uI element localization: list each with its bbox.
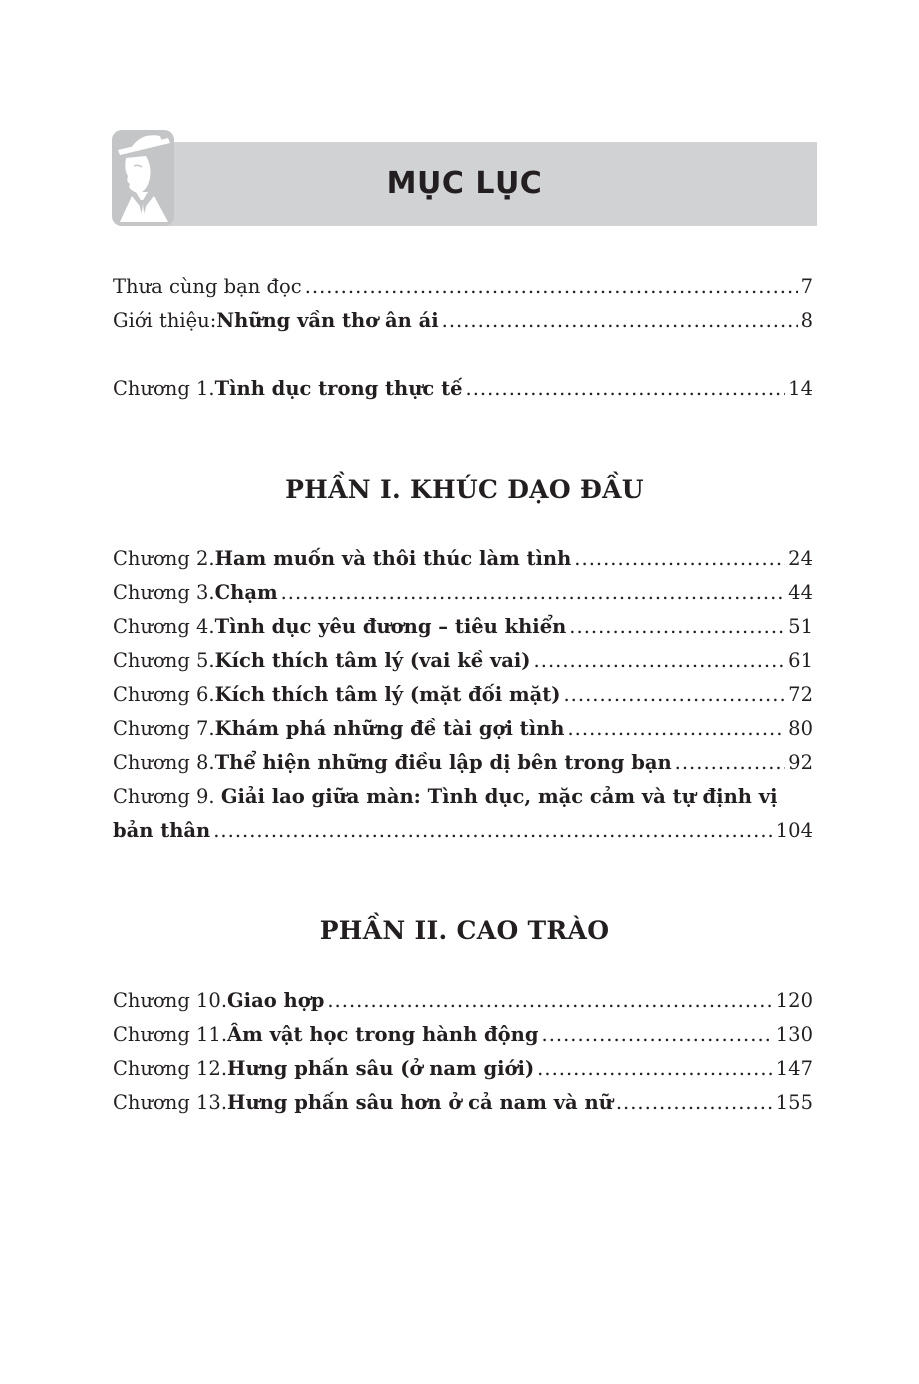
toc-entry-label: Chương 1.: [113, 377, 215, 400]
toc-entry-title: Tình dục trong thực tế: [214, 377, 463, 400]
title-banner: [112, 130, 817, 226]
toc-leader-dots: [305, 272, 798, 302]
page-title: MỤC LỤC: [386, 166, 543, 201]
toc-leader-dots: [534, 646, 786, 676]
toc-leader-dots: [281, 578, 786, 608]
toc-entry-label: Chương 3.: [113, 581, 215, 604]
toc-leader-dots: [675, 748, 786, 778]
toc-entry-label: Chương 6.: [113, 683, 215, 706]
toc-entry-chapter-4[interactable]: [113, 612, 813, 642]
toc-entry-label: Chương 9.: [113, 785, 221, 808]
toc-leader-dots: [542, 1020, 773, 1050]
toc-entry-label: Chương 5.: [113, 649, 215, 672]
toc-entry-label: Chương 7.: [113, 717, 215, 740]
toc-entry-label: Chương 8.: [113, 751, 215, 774]
toc-entry-preface[interactable]: [113, 272, 813, 302]
toc-entry-title: Kích thích tâm lý (vai kề vai): [214, 649, 531, 672]
toc-entry-title-continued: bản thân: [113, 819, 211, 842]
toc-entry-chapter-9[interactable]: [113, 782, 813, 812]
toc-entry-label: Chương 2.: [113, 547, 215, 570]
toc-entry-title: Giao hợp: [227, 989, 325, 1012]
toc-leader-dots: [327, 986, 772, 1016]
part-2-heading: PHẦN II. CAO TRÀO: [319, 916, 610, 945]
toc-entry-label: Giới thiệu:: [113, 309, 217, 332]
toc-entry-title: Giải lao giữa màn: Tình dục, mặc cảm và tự định vị: [220, 785, 778, 808]
toc-page-number: 80: [788, 717, 813, 740]
toc-page-number: 24: [788, 547, 813, 570]
toc-entry-chapter-11[interactable]: [113, 1020, 813, 1050]
toc-entry-chapter-3[interactable]: [113, 578, 813, 608]
toc-entry-title: Những vần thơ ân ái: [216, 309, 439, 332]
toc-leader-dots: [567, 714, 785, 744]
toc-leader-dots: [563, 680, 785, 710]
toc-entry-title: Hưng phấn sâu hơn ở cả nam và nữ: [227, 1091, 613, 1114]
toc-leader-dots: [442, 306, 798, 336]
toc-entry-chapter-7[interactable]: [113, 714, 813, 744]
toc-entry-chapter-6[interactable]: [113, 680, 813, 710]
toc-leader-dots: [569, 612, 785, 642]
toc-entry-title: Âm vật học trong hành động: [227, 1023, 539, 1046]
toc-entry-label: Chương 13.: [113, 1091, 228, 1114]
toc-leader-dots: [466, 374, 786, 404]
toc-entry-chapter-5[interactable]: [113, 646, 813, 676]
toc-page-number: 92: [788, 751, 813, 774]
toc-leader-dots: [537, 1054, 773, 1084]
toc-page-number: 8: [800, 309, 813, 332]
toc-entry-label: Chương 11.: [113, 1023, 228, 1046]
toc-entry-chapter-1[interactable]: [113, 374, 813, 404]
toc-entry-chapter-10[interactable]: [113, 986, 813, 1016]
toc-page-number: 14: [788, 377, 813, 400]
toc-leader-dots: [616, 1088, 773, 1118]
toc-page-number: 7: [800, 275, 813, 298]
toc-page-number: 61: [788, 649, 813, 672]
toc-entry-title: Hưng phấn sâu (ở nam giới): [227, 1057, 535, 1080]
toc-entry-chapter-13[interactable]: [113, 1088, 813, 1118]
toc-entry-chapter-12[interactable]: [113, 1054, 813, 1084]
toc-entry-introduction[interactable]: [113, 306, 813, 336]
toc-entry-chapter-2[interactable]: [113, 544, 813, 574]
toc-entry-label: Thưa cùng bạn đọc: [113, 275, 302, 298]
toc-entry-title: Thể hiện những điều lập dị bên trong bạn: [214, 751, 672, 774]
toc-page-number: 120: [775, 989, 813, 1012]
toc-leader-dots: [213, 816, 773, 846]
toc-entry-chapter-8[interactable]: [113, 748, 813, 778]
toc-entry-title: Khám phá những đề tài gợi tình: [214, 717, 565, 740]
toc-page-number: 104: [775, 819, 813, 842]
toc-entry-label: Chương 10.: [113, 989, 228, 1012]
toc-entry-label: Chương 12.: [113, 1057, 228, 1080]
toc-entry-title: Ham muốn và thôi thúc làm tình: [214, 547, 572, 570]
toc-page-number: 147: [775, 1057, 813, 1080]
toc-page-number: 72: [788, 683, 813, 706]
toc-entry-title: Kích thích tâm lý (mặt đối mặt): [214, 683, 561, 706]
toc-page-number: 130: [775, 1023, 813, 1046]
toc-entry-chapter-9-continued[interactable]: [113, 816, 813, 846]
toc-page-number: 155: [775, 1091, 813, 1114]
toc-entry-title: Tình dục yêu đương – tiêu khiển: [214, 615, 567, 638]
toc-entry-label: Chương 4.: [113, 615, 215, 638]
part-1-heading: PHẦN I. KHÚC DẠO ĐẦU: [285, 475, 644, 504]
toc-page-number: 44: [788, 581, 813, 604]
toc-entry-title: Chạm: [214, 581, 278, 604]
toc-leader-dots: [574, 544, 785, 574]
toc-page-number: 51: [788, 615, 813, 638]
